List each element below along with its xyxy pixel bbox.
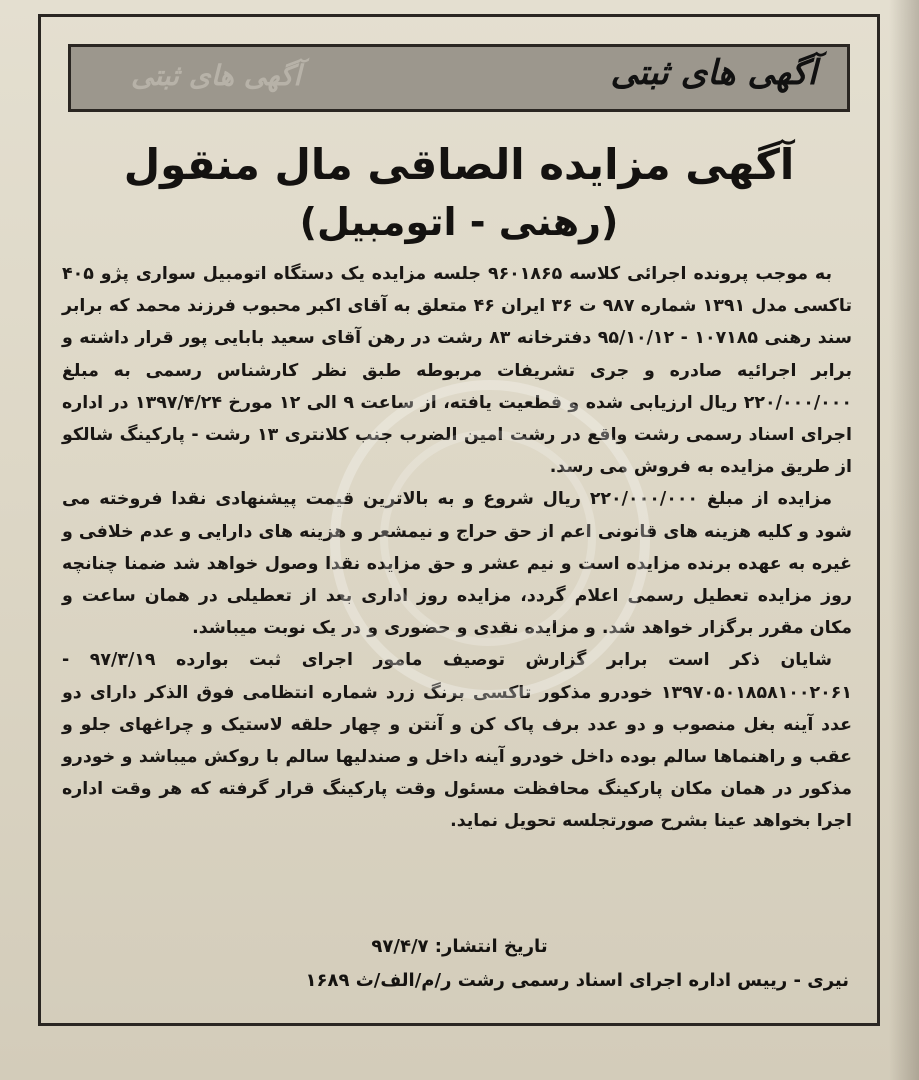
signature-line: نیری - رییس اداره اجرای اسناد رسمی رشت ر/م/الف/ث ۱۶۸۹ bbox=[305, 970, 849, 991]
notice-subtitle: (رهنی - اتومبیل) bbox=[299, 200, 619, 244]
section-header-ghost-text: آگهی های ثبتی bbox=[131, 59, 302, 92]
page-edge-shadow bbox=[889, 0, 919, 1080]
section-header-title: آگهی های ثبتی bbox=[610, 53, 817, 93]
publication-date: تاریخ انتشار: ۹۷/۴/۷ bbox=[371, 936, 548, 957]
notice-title: آگهی مزایده الصاقی مال منقول bbox=[123, 140, 795, 189]
paragraph-auction-details: به موجب پرونده اجرائی کلاسه ۹۶۰۱۸۶۵ جلسه مزایده یک دستگاه اتومبیل سواری پژو ۴۰۵ تاکسی مدل ۱۳۹۱ شماره ۹۸۷ ت ۳۶ ایران ۴۶ متعلق به آقای اکبر محبوب فرزند محمد که برابر سند رهنی ۱۰۷۱۸۵ - ۹۵/۱۰/۱۲ دفترخانه ۸۳ رشت در رهن آقای سعید بابایی پور قرار داشته و برابر اجرائیه صادره و جری تشریفات مربوطه طبق نظر کارشناس رسمی به مبلغ ۲۲۰/۰۰۰/۰۰۰ ریال ارزیابی شده و قطعیت یافته، از ساعت ۹ الی ۱۲ مورخ ۱۳۹۷/۴/۲۴ در اداره اجرای اسناد رسمی رشت واقع در رشت امین الضرب جنب کلانتری ۱۳ رشت - پارکینگ شالکو از طریق مزایده به فروش می رسد. bbox=[62, 264, 853, 478]
section-header-band bbox=[68, 44, 850, 112]
notice-body bbox=[62, 258, 852, 838]
paragraph-vehicle-description: شایان ذکر است برابر گزارش توصیف مامور اجرای ثبت بوارده ۹۷/۳/۱۹ - ۱۳۹۷۰۵۰۱۸۵۸۱۰۰۲۰۶۱ خودرو مذکور تاکسی برنگ زرد شماره انتظامی فوق الذکر دارای دو عدد آینه بغل منصوب و دو عدد برف پاک کن و آنتن و چهار حلقه لاستیک و چراغهای جلو و عقب و راهنماها سالم بوده داخل خودرو آینه داخل و صندلیها سالم با روکش میباشد و خودرو مذکور در همان مکان پارکینگ محافظت مسئول وقت پارکینگ قرار گرفته که هر وقت اداره اجرا بخواهد عینا بشرح صورتجلسه تحویل نماید. bbox=[62, 650, 852, 832]
paragraph-auction-terms: مزایده از مبلغ ۲۲۰/۰۰۰/۰۰۰ ریال شروع و به بالاترین قیمت پیشنهادی نقدا فروخته می شود و کلیه هزینه های قانونی اعم از حق حراج و نیمشعر و هزینه های دارایی و عدم خلافی و غیره به عهده برنده مزایده است و نیم عشر و حق مزایده نقدا وصول خواهد شد ضمنا چنانچه روز مزایده تعطیل رسمی اعلام گردد، مزایده روز اداری بعد از تعطیلی در همان ساعت و مکان مقرر برگزار خواهد شد. و مزایده نقدی و حضوری و در یک نوبت میباشد. bbox=[62, 489, 852, 639]
